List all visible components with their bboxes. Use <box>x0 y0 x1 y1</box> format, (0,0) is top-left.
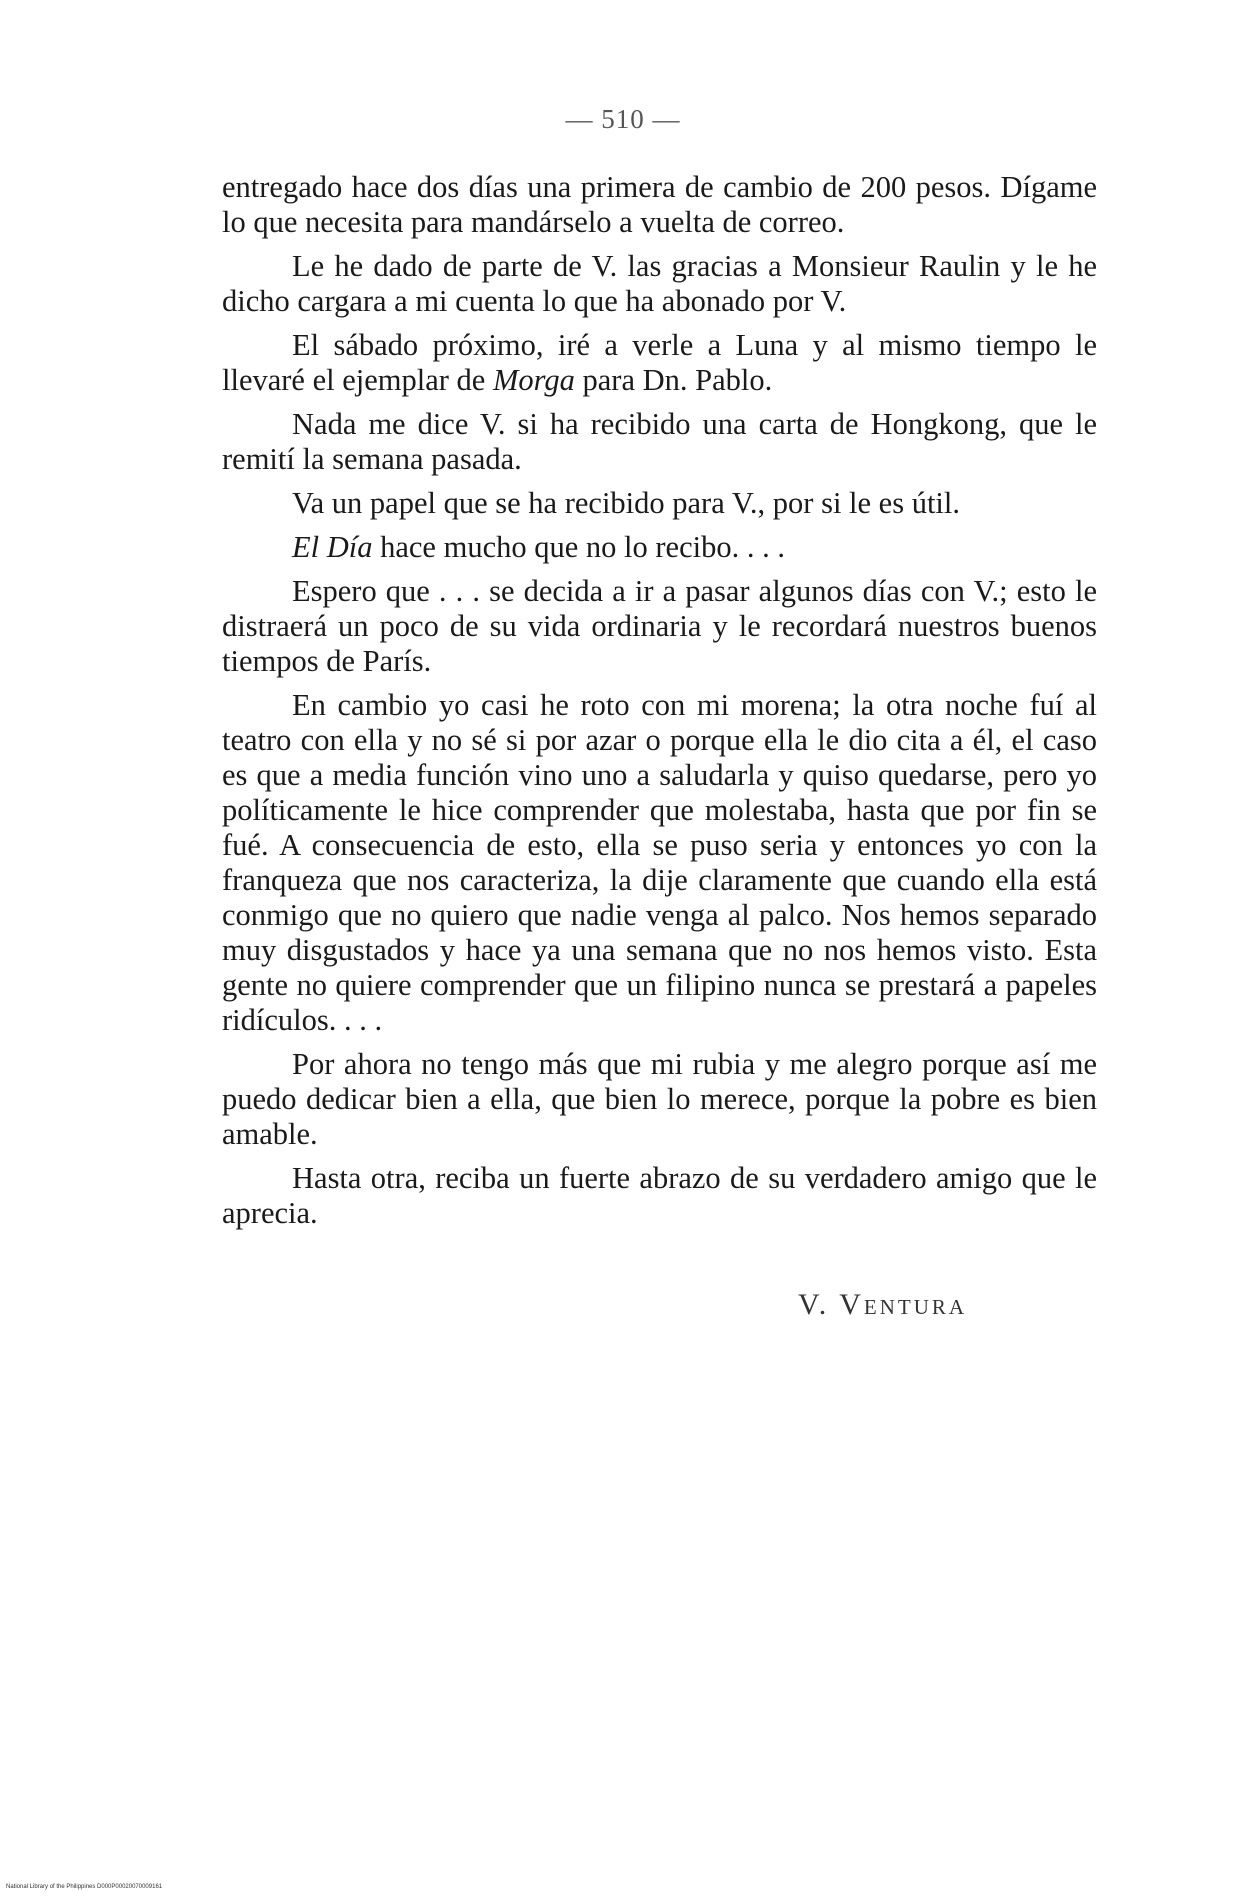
signature: V. Ventura <box>798 1288 968 1321</box>
paragraph-5: Va un papel que se ha recibido para V., por si le es útil. <box>292 486 961 520</box>
newspaper-title-el-dia: El Día <box>292 530 373 564</box>
paragraph-7: Espero que . . . se decida a ir a pasar algunos días con V.; esto le distraerá un poco de su vida ordinaria y le recordará nuestros buenos tiempos de París. <box>222 574 1097 678</box>
paragraph-10: Hasta otra, reciba un fuerte abrazo de su verdadero amigo que le aprecia. <box>222 1161 1097 1230</box>
paragraph-8: En cambio yo casi he roto con mi morena; la otra noche fuí al teatro con ella y no sé si por azar o porque ella le dio cita a él, el caso es que a media función vino uno a saludarla y quiso quedarse, pero yo políticamente le hice comprender que molestaba, hasta que por fin se fué. A consecuencia de esto, ella se puso seria y entonces yo con la franqueza que nos caracteriza, la dije claramente que cuando ella está conmigo que no quiero que nadie venga al palco. Nos hemos separado muy disgustados y hace ya una semana que no nos hemos visto. Esta gente no quiere comprender que un filipino nunca se prestará a papeles ridículos. . . . <box>222 688 1097 1037</box>
paragraph-3-text-b: para Dn. Pablo. <box>574 363 773 397</box>
page-number: — 510 — <box>565 104 681 134</box>
paragraph-4: Nada me dice V. si ha recibido una carta de Hongkong, que le remití la semana pasada. <box>222 407 1097 476</box>
paragraph-9: Por ahora no tengo más que mi rubia y me alegro porque así me puedo dedicar bien a ella, que bien lo merece, porque la pobre es bien amable. <box>222 1047 1097 1151</box>
paragraph-3-text-a: El sábado próximo, iré a verle a Luna y al mismo tiempo le llevaré el ejemplar de <box>222 328 1097 397</box>
paragraph-3 <box>222 328 1097 398</box>
paragraph-6 <box>222 530 1097 565</box>
paragraph-2: Le he dado de parte de V. las gracias a Monsieur Raulin y le he dicho cargara a mi cuenta lo que ha abonado por V. <box>222 249 1097 318</box>
footer-credit: National Library of the Philippines D000P00020070009161 <box>6 1884 163 1890</box>
letter-body <box>222 170 1097 1240</box>
paragraph-6-text: hace mucho que no lo recibo. . . . <box>372 530 785 564</box>
paragraph-1: entregado hace dos días una primera de cambio de 200 pesos. Dígame lo que necesita para mandárselo a vuelta de correo. <box>222 170 1097 239</box>
book-title-morga: Morga <box>492 363 575 397</box>
